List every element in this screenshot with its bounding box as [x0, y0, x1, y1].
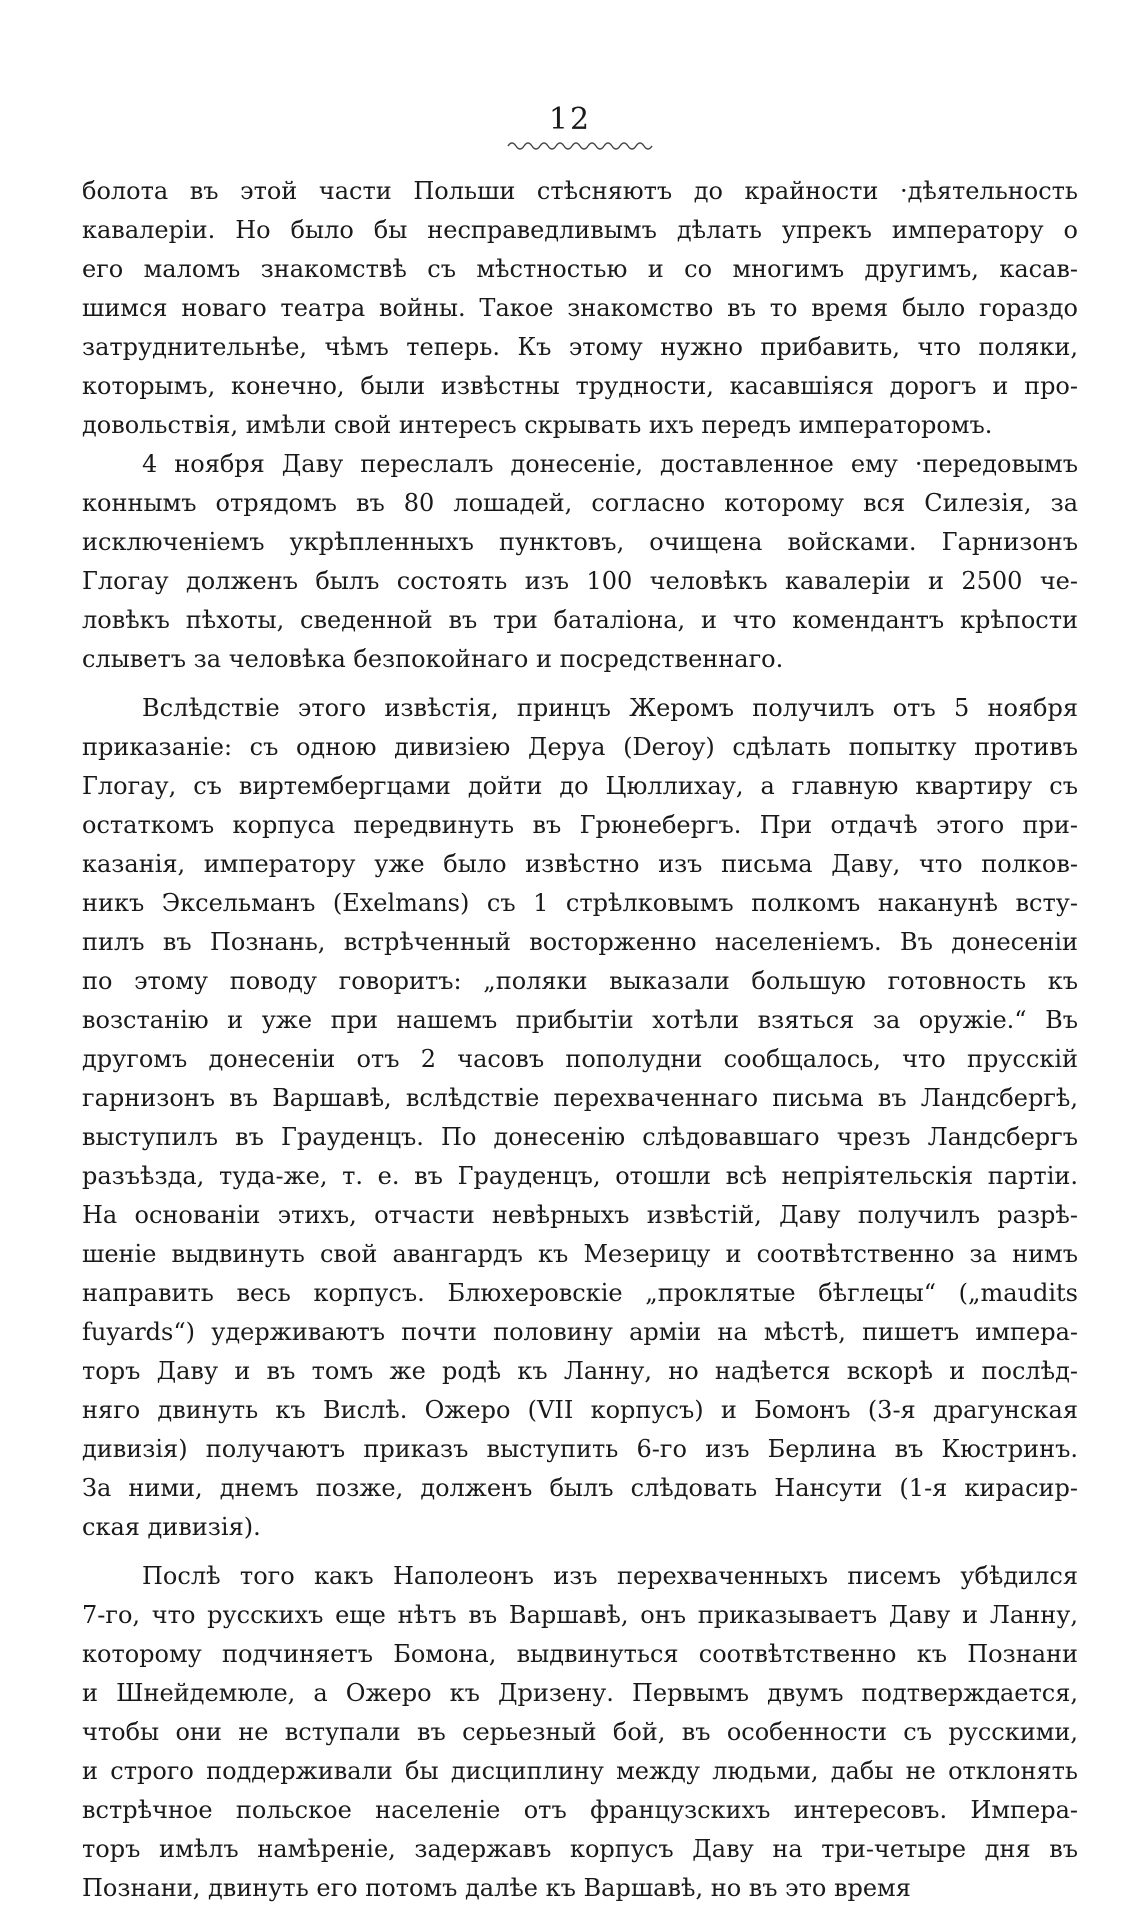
text-line: торъ имѣлъ намѣреніе, задержавъ корпусъ Даву на три-четыре дня въ: [82, 1835, 1078, 1863]
page-number: 12: [548, 102, 592, 137]
text-line: довольствія, имѣли свой интересъ скрывать ихъ передъ императоромъ.: [82, 411, 993, 439]
paragraph-1: [82, 172, 1078, 445]
text-line: болота въ этой части Польши стѣсняютъ до крайности ·дѣятельность: [82, 177, 1078, 205]
text-line: шимся новаго театра войны. Такое знакомство въ то время было гораздо: [82, 294, 1078, 322]
paragraph-2: [82, 445, 1078, 679]
text-line: дивизія) получаютъ приказъ выступить 6-го изъ Берлина въ Кюстринъ.: [82, 1435, 1078, 1463]
paragraph-spacer: [82, 679, 1078, 689]
text-line: исключеніемъ укрѣпленныхъ пунктовъ, очищена войсками. Гарнизонъ: [82, 528, 1078, 556]
text-line: встрѣчное польское населеніе отъ французскихъ интересовъ. Импера-: [82, 1796, 1078, 1824]
text-line: по этому поводу говоритъ: „поляки выказали большую готовность къ: [82, 967, 1078, 995]
text-line: разъѣзда, туда-же, т. е. въ Грауденцъ, отошли всѣ непріятельскія партіи.: [82, 1162, 1078, 1190]
text-line: выступилъ въ Грауденцъ. По донесенію слѣдовавшаго чрезъ Ландсбергъ: [82, 1123, 1078, 1151]
text-line: торъ Даву и въ томъ же родѣ къ Ланну, но надѣется вскорѣ и послѣд-: [82, 1357, 1078, 1385]
text-line: Вслѣдствіе этого извѣстія, принцъ Жеромъ получилъ отъ 5 ноября: [142, 694, 1078, 722]
text-line: никъ Эксельманъ (Exelmans) съ 1 стрѣлковымъ полкомъ наканунѣ всту-: [82, 889, 1078, 917]
text-line: возстанію и уже при нашемъ прибытіи хотѣли взяться за оружіе.“ Въ: [82, 1006, 1078, 1034]
text-line: коннымъ отрядомъ въ 80 лошадей, согласно которому вся Силезія, за: [82, 489, 1078, 517]
text-line: которому подчиняетъ Бомона, выдвинуться соотвѣтственно къ Познани: [82, 1640, 1078, 1668]
text-line: Познани, двинуть его потомъ далѣе къ Варшавѣ, но въ это время: [82, 1874, 911, 1902]
paragraph-4: [82, 1557, 1078, 1908]
text-line: остаткомъ корпуса передвинуть въ Грюнебергъ. При отдачѣ этого при-: [82, 811, 1078, 839]
text-line: пилъ въ Познань, встрѣченный восторженно населеніемъ. Въ донесеніи: [82, 928, 1078, 956]
text-line: кавалеріи. Но было бы несправедливымъ дѣлать упрекъ императору о: [82, 216, 1078, 244]
text-line: казанія, императору уже было извѣстно изъ письма Даву, что полков-: [82, 850, 1078, 878]
text-line: ская дивизія).: [82, 1513, 261, 1541]
body-text: [82, 172, 1078, 1908]
text-line: 4 ноября Даву переслалъ донесеніе, доставленное ему ·передовымъ: [142, 450, 1078, 478]
text-line: и Шнейдемюле, а Ожеро къ Дризену. Первымъ двумъ подтверждается,: [82, 1679, 1078, 1707]
text-line: гарнизонъ въ Варшавѣ, вслѣдствіе перехваченнаго письма въ Ландсбергѣ,: [82, 1084, 1078, 1112]
paragraph-spacer: [82, 1547, 1078, 1557]
text-line: шеніе выдвинуть свой авангардъ къ Мезерицу и соотвѣтственно за нимъ: [82, 1240, 1078, 1268]
text-line: слыветъ за человѣка безпокойнаго и посредственнаго.: [82, 645, 784, 673]
text-line: На основаніи этихъ, отчасти невѣрныхъ извѣстій, Даву получилъ разрѣ-: [82, 1201, 1078, 1229]
text-line: и строго поддерживали бы дисциплину между людьми, дабы не отклонять: [82, 1757, 1078, 1785]
text-line: его маломъ знакомствѣ съ мѣстностью и со многимъ другимъ, касав-: [82, 255, 1078, 283]
text-line: затруднительнѣе, чѣмъ теперь. Къ этому нужно прибавить, что поляки,: [82, 333, 1078, 361]
text-line: 7-го, что русскихъ еще нѣтъ въ Варшавѣ, онъ приказываетъ Даву и Ланну,: [82, 1601, 1078, 1629]
text-line: fuyards“) удерживаютъ почти половину арміи на мѣстѣ, пишетъ импера-: [82, 1318, 1078, 1346]
text-line: Глогау долженъ былъ состоять изъ 100 человѣкъ кавалеріи и 2500 че-: [82, 567, 1078, 595]
text-line: направить весь корпусъ. Блюхеровскіе „проклятые бѣглецы“ („maudits: [82, 1279, 1078, 1307]
text-line: За ними, днемъ позже, долженъ былъ слѣдовать Нансути (1-я кирасир-: [82, 1474, 1078, 1502]
text-line: приказаніе: съ одною дивизіею Деруа (Deroy) сдѣлать попытку противъ: [82, 733, 1078, 761]
paragraph-3: [82, 689, 1078, 1547]
wavy-ornament: [506, 140, 656, 152]
text-line: другомъ донесеніи отъ 2 часовъ пополудни сообщалось, что прусскій: [82, 1045, 1078, 1073]
text-line: няго двинуть къ Вислѣ. Ожеро (VII корпусъ) и Бомонъ (3-я драгунская: [82, 1396, 1078, 1424]
text-line: ловѣкъ пѣхоты, сведенной въ три баталіона, и что комендантъ крѣпости: [82, 606, 1078, 634]
text-line: Глогау, съ виртембергцами дойти до Цюллихау, а главную квартиру съ: [82, 772, 1078, 800]
text-line: чтобы они не вступали въ серьезный бой, въ особенности съ русскими,: [82, 1718, 1078, 1746]
text-line: которымъ, конечно, были извѣстны трудности, касавшіяся дорогъ и про-: [82, 372, 1078, 400]
text-line: Послѣ того какъ Наполеонъ изъ перехваченныхъ писемъ убѣдился: [142, 1562, 1078, 1590]
